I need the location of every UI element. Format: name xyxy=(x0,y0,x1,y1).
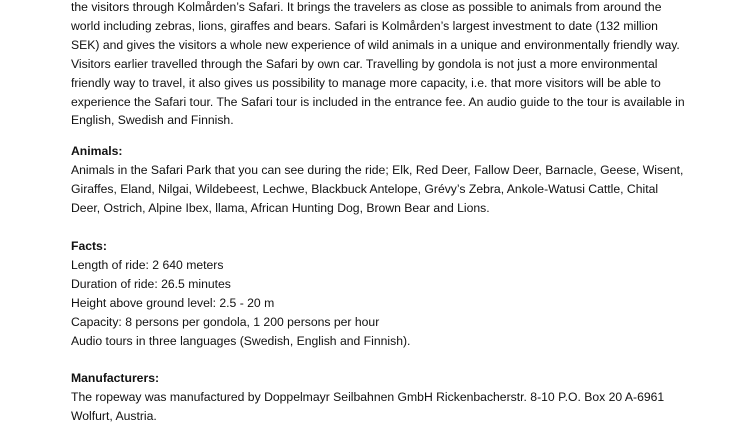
animals-line: Animals in the Safari Park that you can see during the ride; Elk, Red Deer, Fallow Deer, Barnacle, Geese, Wisent, xyxy=(71,163,684,178)
intro-line: the visitors through Kolmården’s Safari. It brings the travelers as close as possible to animals from around the xyxy=(71,0,662,14)
intro-line: world including zebras, lions, giraffes and bears. Safari is Kolmården’s largest investment to date (132 million xyxy=(71,18,658,33)
intro-line: friendly way to travel, it also gives us possibility to manage more capacity, i.e. that more visitors will be able to xyxy=(71,75,661,90)
fact-item: Length of ride: 2 640 meters xyxy=(71,257,224,272)
animals-heading: Animals: xyxy=(71,144,123,159)
animals-section xyxy=(71,142,684,218)
facts-section xyxy=(71,237,681,350)
intro-line: SEK) and gives the visitors a whole new experience of wild animals in a unique and environmentally friendly way. xyxy=(71,37,680,52)
manufacturers-heading: Manufacturers: xyxy=(71,371,160,386)
intro-paragraph xyxy=(71,0,685,130)
manufacturers-line: The ropeway was manufactured by Doppelmayr Seilbahnen GmbH Rickenbacherstr. 8-10 P.O. Box 20 A-6961 xyxy=(71,390,665,405)
animals-line: Deer, Ostrich, Alpine Ibex, llama, African Hunting Dog, Brown Bear and Lions. xyxy=(71,201,490,216)
fact-item: Duration of ride: 26.5 minutes xyxy=(71,276,231,291)
fact-item: Audio tours in three languages (Swedish, English and Finnish). xyxy=(71,333,411,348)
paragraph-spacer xyxy=(71,130,681,142)
intro-line: Visitors earlier travelled through the Safari by own car. Travelling by gondola is not just a more environmental xyxy=(71,56,658,71)
paragraph-spacer xyxy=(71,350,681,369)
animals-line: Giraffes, Eland, Nilgai, Wildebeest, Lechwe, Blackbuck Antelope, Grévy’s Zebra, Ankole-Watusi Cattle, Chital xyxy=(71,182,659,197)
paragraph-spacer xyxy=(71,218,681,237)
manufacturers-line: Wolfurt, Austria. xyxy=(71,409,157,424)
intro-line: experience the Safari tour. The Safari tour is included in the entrance fee. An audio guide to the tour is available in xyxy=(71,94,685,109)
fact-item: Height above ground level: 2.5 - 20 m xyxy=(71,295,275,310)
document-body xyxy=(71,0,685,426)
facts-heading: Facts: xyxy=(71,238,107,253)
fact-item: Capacity: 8 persons per gondola, 1 200 persons per hour xyxy=(71,314,380,329)
intro-line: English, Swedish and Finnish. xyxy=(71,113,234,128)
manufacturers-section xyxy=(71,369,681,426)
